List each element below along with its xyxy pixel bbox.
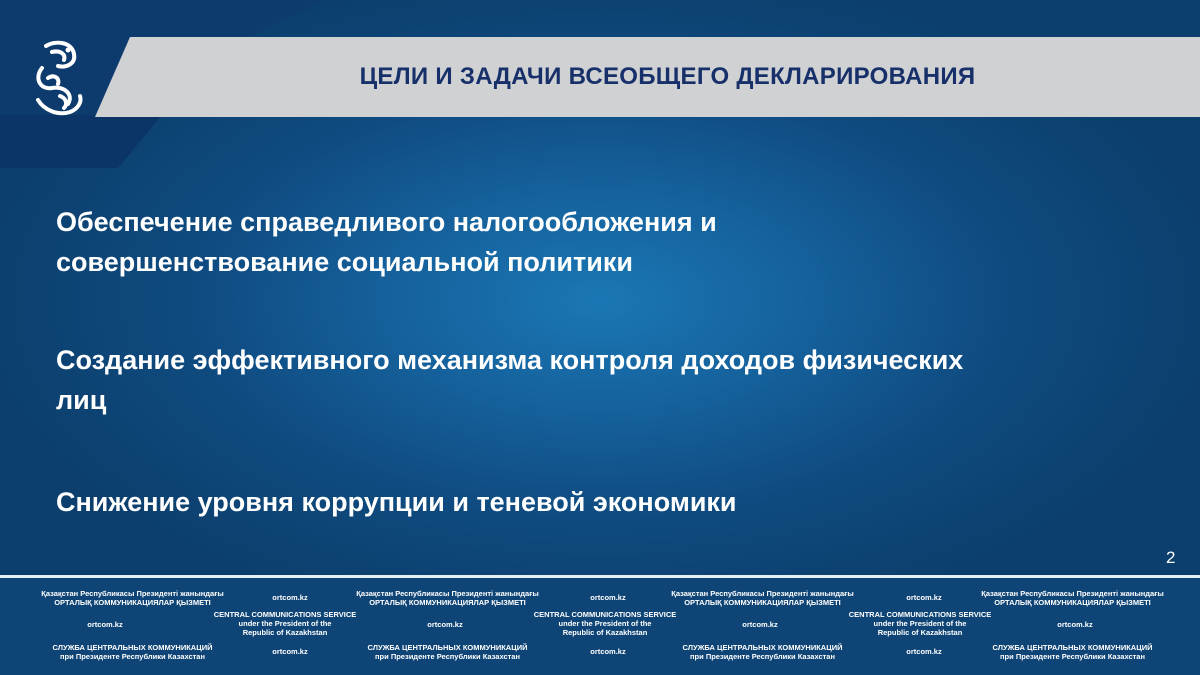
goal-2-line-2: лиц <box>56 385 107 415</box>
footer-site: ortcom.kz <box>1057 620 1093 629</box>
footer-site: ortcom.kz <box>272 593 308 602</box>
footer-kz-block: Қазақстан Республикасы Президенті жанындағы ОРТАЛЫҚ КОММУНИКАЦИЯЛАР ҚЫЗМЕТІ <box>981 589 1164 607</box>
footer-kz-block: Қазақстан Республикасы Президенті жанындағы ОРТАЛЫҚ КОММУНИКАЦИЯЛАР ҚЫЗМЕТІ <box>671 589 854 607</box>
footer-en-block: CENTRAL COMMUNICATIONS SERVICE under the President of the Republic of Kazakhstan <box>848 610 992 637</box>
footer-ru-block: СЛУЖБА ЦЕНТРАЛЬНЫХ КОММУНИКАЦИЙ при Президенте Республики Казахстан <box>52 643 213 661</box>
footer-ru-block: СЛУЖБА ЦЕНТРАЛЬНЫХ КОММУНИКАЦИЙ при Президенте Республики Казахстан <box>682 643 843 661</box>
footer-site: ortcom.kz <box>590 647 626 656</box>
slide-title: ЦЕЛИ И ЗАДАЧИ ВСЕОБЩЕГО ДЕКЛАРИРОВАНИЯ <box>359 63 976 90</box>
footer-en-block: CENTRAL COMMUNICATIONS SERVICE under the President of the Republic of Kazakhstan <box>213 610 357 637</box>
footer-ru-block: СЛУЖБА ЦЕНТРАЛЬНЫХ КОММУНИКАЦИЙ при Президенте Республики Казахстан <box>367 643 528 661</box>
footer-pattern <box>0 578 1200 675</box>
footer-kz-block: Қазақстан Республикасы Президенті жанындағы ОРТАЛЫҚ КОММУНИКАЦИЯЛАР ҚЫЗМЕТІ <box>41 589 224 607</box>
snow-leopard-logo-icon <box>30 38 86 120</box>
footer-kz-block: Қазақстан Республикасы Президенті жанындағы ОРТАЛЫҚ КОММУНИКАЦИЯЛАР ҚЫЗМЕТІ <box>356 589 539 607</box>
footer-site: ortcom.kz <box>272 647 308 656</box>
footer-site: ortcom.kz <box>906 647 942 656</box>
footer-site: ortcom.kz <box>590 593 626 602</box>
footer-site: ortcom.kz <box>742 620 778 629</box>
footer-ru-block: СЛУЖБА ЦЕНТРАЛЬНЫХ КОММУНИКАЦИЙ при Президенте Республики Казахстан <box>992 643 1153 661</box>
footer-en-block: CENTRAL COMMUNICATIONS SERVICE under the President of the Republic of Kazakhstan <box>533 610 677 637</box>
goal-item-2 <box>56 340 1156 420</box>
goal-3-line-1: Снижение уровня коррупции и теневой экономики <box>56 487 737 517</box>
footer-site: ortcom.kz <box>427 620 463 629</box>
goal-1-line-2: совершенствование социальной политики <box>56 247 633 277</box>
goal-item-3 <box>56 482 1156 522</box>
footer-site: ortcom.kz <box>906 593 942 602</box>
footer-site: ortcom.kz <box>87 620 123 629</box>
page-number: 2 <box>1166 548 1176 567</box>
goal-2-line-1: Создание эффективного механизма контроля доходов физических <box>56 345 964 375</box>
goal-item-1 <box>56 202 1156 282</box>
goal-1-line-1: Обеспечение справедливого налогообложения и <box>56 207 717 237</box>
